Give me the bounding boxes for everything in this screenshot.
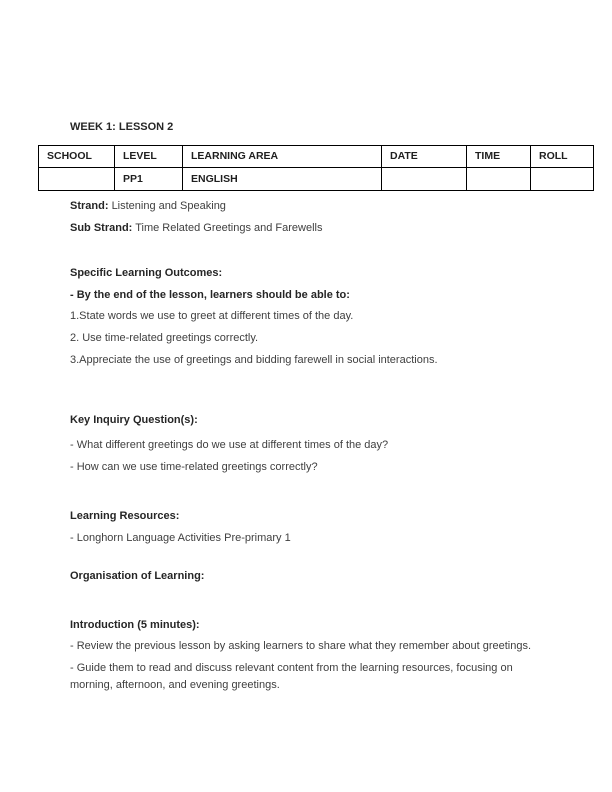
outcome-item-3: 3.Appreciate the use of greetings and bidding farewell in social interactions. bbox=[70, 354, 438, 366]
table-header-learning-area: LEARNING AREA bbox=[183, 146, 382, 168]
table-value-row bbox=[39, 168, 594, 191]
table-cell-time bbox=[467, 168, 531, 191]
strand-line bbox=[70, 198, 226, 215]
table-header-roll: ROLL bbox=[531, 146, 594, 168]
sub-strand-line bbox=[70, 220, 323, 237]
page-title: WEEK 1: LESSON 2 bbox=[70, 121, 174, 133]
introduction-item-2-line-2: morning, afternoon, and evening greetings. bbox=[70, 679, 280, 691]
table-cell-learning-area: ENGLISH bbox=[183, 168, 382, 191]
strand-value: Listening and Speaking bbox=[111, 200, 226, 212]
outcomes-intro: - By the end of the lesson, learners should be able to: bbox=[70, 289, 350, 301]
table-header-level: LEVEL bbox=[115, 146, 183, 168]
table-cell-roll bbox=[531, 168, 594, 191]
outcomes-heading: Specific Learning Outcomes: bbox=[70, 267, 223, 279]
learning-resources-heading: Learning Resources: bbox=[70, 510, 180, 522]
strand-label: Strand: bbox=[70, 200, 109, 212]
table-header-date: DATE bbox=[382, 146, 467, 168]
introduction-item-2 bbox=[70, 660, 513, 694]
sub-strand-value: Time Related Greetings and Farewells bbox=[135, 222, 323, 234]
lesson-info-table bbox=[38, 145, 594, 191]
introduction-heading: Introduction (5 minutes): bbox=[70, 619, 200, 631]
key-inquiry-item-2: - How can we use time-related greetings correctly? bbox=[70, 461, 318, 473]
outcome-item-1: 1.State words we use to greet at different times of the day. bbox=[70, 310, 354, 322]
key-inquiry-heading: Key Inquiry Question(s): bbox=[70, 414, 198, 426]
key-inquiry-item-1: - What different greetings do we use at different times of the day? bbox=[70, 439, 389, 451]
table-cell-level: PP1 bbox=[115, 168, 183, 191]
table-header-row bbox=[39, 146, 594, 168]
sub-strand-label: Sub Strand: bbox=[70, 222, 133, 234]
introduction-item-1: - Review the previous lesson by asking learners to share what they remember about greetings. bbox=[70, 640, 532, 652]
table-header-time: TIME bbox=[467, 146, 531, 168]
table-cell-date bbox=[382, 168, 467, 191]
learning-resources-item-1: - Longhorn Language Activities Pre-primary 1 bbox=[70, 532, 291, 544]
table-cell-school bbox=[39, 168, 115, 191]
table-header-school: SCHOOL bbox=[39, 146, 115, 168]
introduction-item-2-line-1: - Guide them to read and discuss relevant content from the learning resources, focusing on bbox=[70, 662, 513, 674]
organisation-heading: Organisation of Learning: bbox=[70, 570, 205, 582]
outcome-item-2: 2. Use time-related greetings correctly. bbox=[70, 332, 259, 344]
